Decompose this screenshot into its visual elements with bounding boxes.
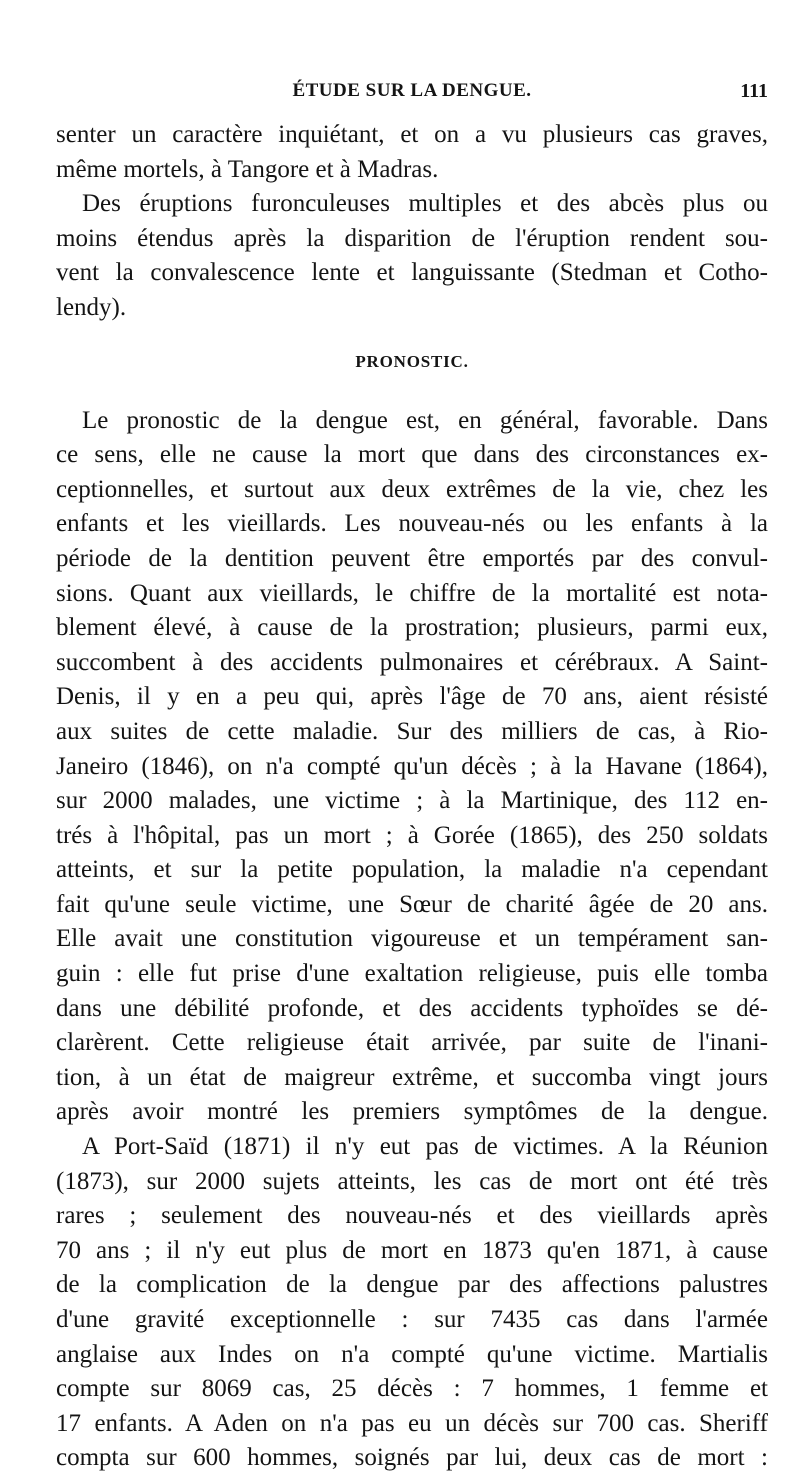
text-line: Janeiro (1846), on n'a compté qu'un décès ; à la Havane (1864), [56,752,768,780]
running-title: ÉTUDE SUR LA DENGUE. [292,80,532,101]
text-line: anglaise aux Indes on n'a compté qu'une victime. Martialis [56,1340,768,1368]
text-line: aux suites de cette maladie. Sur des milliers de cas, à Rio- [56,717,768,745]
text-line: Denis, il y en a peu qui, après l'âge de 70 ans, aient résisté [56,683,768,711]
text-line: 70 ans ; il n'y eut plus de mort en 1873 qu'en 1871, à cause [56,1236,768,1264]
text-line: lendy). [56,293,127,321]
running-head [56,80,768,108]
text-line: (1873), sur 2000 sujets atteints, les cas de mort ont été très [56,1167,768,1195]
text-line: ce sens, elle ne cause la mort que dans des circonstances ex- [56,441,768,469]
page-number: 111 [740,80,768,102]
text-line: rares ; seulement des nouveau-nés et des vieillards après [56,1202,768,1230]
text-line: clarèrent. Cette religieuse était arrivée, par suite de l'inani- [56,1029,768,1057]
text-line: d'une gravité exceptionnelle : sur 7435 cas dans l'armée [56,1306,768,1333]
text-line: compta sur 600 hommes, soignés par lui, deux cas de mort : [56,1444,768,1472]
text-line: ceptionnelles, et surtout aux deux extrêmes de la vie, chez les [56,475,768,503]
paragraph-eruptions [56,187,768,325]
text-line: Le pronostic de la dengue est, en général, favorable. Dans [82,406,768,434]
text-line: dans une débilité profonde, et des accidents typhoïdes se dé- [56,994,768,1022]
text-line: blement élevé, à cause de la prostration; plusieurs, parmi eux, [56,614,768,642]
text-line: compte sur 8069 cas, 25 décès : 7 hommes, 1 femme et [56,1375,768,1403]
text-line: sions. Quant aux vieillards, le chiffre de la mortalité est nota- [56,579,768,607]
text-line: Elle avait une constitution vigoureuse et un tempérament san- [56,925,768,953]
text-line: après avoir montré les premiers symptômes de la dengue. [56,1098,768,1126]
text-line: période de la dentition peuvent être emportés par des convul- [56,544,768,572]
text-line: atteints, et sur la petite population, la maladie n'a cependant [56,856,768,884]
text-line: même mortels, à Tangore et à Madras. [56,155,439,183]
text-line: moins étendus après la disparition de l'éruption rendent sou- [56,224,768,252]
text-line: senter un caractère inquiétant, et on a vu plusieurs cas graves, [56,121,768,148]
text-line: fait qu'une seule victime, une Sœur de charité âgée de 20 ans. [56,890,768,918]
text-line: trés à l'hôpital, pas un mort ; à Gorée (1865), des 250 soldats [56,821,768,849]
paragraph-pronostic [56,404,768,1130]
text-line: tion, à un état de maigreur extrême, et succomba vingt jours [56,1063,768,1091]
text-line: enfants et les vieillards. Les nouveau-nés ou les enfants à la [56,510,768,538]
paragraph-continuation [56,118,768,187]
text-line: vent la convalescence lente et languissante (Stedman et Cotho- [56,259,768,287]
text-line: succombent à des accidents pulmonaires et cérébraux. A Saint- [56,648,768,676]
text-line: A Port-Saïd (1871) il n'y eut pas de victimes. A la Réunion [82,1133,768,1161]
text-line: guin : elle fut prise d'une exaltation religieuse, puis elle tomba [56,960,768,988]
text-line: de la complication de la dengue par des affections palustres [56,1271,768,1299]
text-line: 17 enfants. A Aden on n'a pas eu un décès sur 700 cas. Sheriff [56,1409,768,1437]
text-line: sur 2000 malades, une victime ; à la Martinique, des 112 en- [56,787,768,815]
paragraph-port-said [56,1130,768,1476]
section-heading: PRONOSTIC. [355,351,469,371]
body-text [56,118,768,1476]
text-line: Des éruptions furonculeuses multiples et des abcès plus ou [82,190,768,218]
